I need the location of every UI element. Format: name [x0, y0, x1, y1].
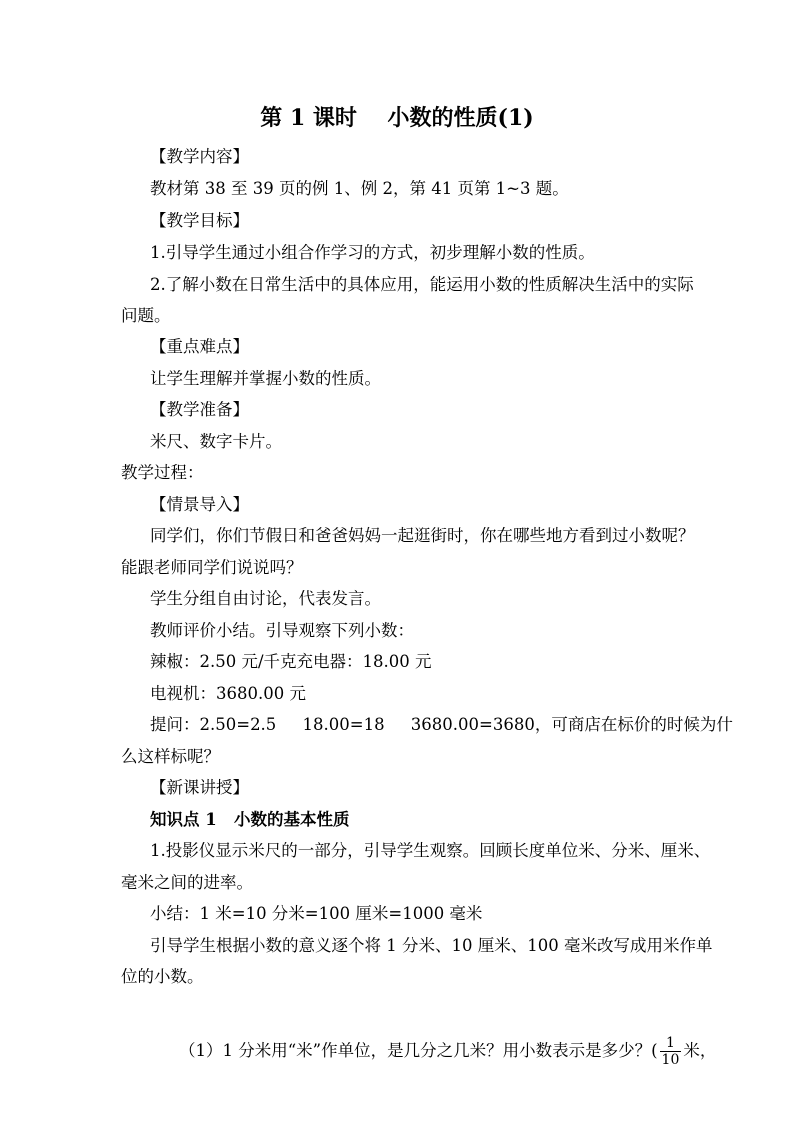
key-header: 【重点难点】 — [150, 337, 249, 356]
intro-paragraph-line-1: 同学们，你们节假日和爸爸妈妈一起逛街时，你在哪些地方看到过小数呢？ — [150, 526, 695, 545]
goals-header: 【教学目标】 — [150, 211, 249, 230]
process-label: 教学过程： — [121, 463, 204, 482]
question-1-text: （1）1 分米用“米”作单位，是几分之几米？用小数表示是多少？( — [178, 1041, 658, 1060]
intro-discussion: 学生分组自由讨论，代表发言。 — [150, 589, 381, 608]
fraction-one-tenth — [660, 1035, 682, 1068]
question-line-2: 么这样标呢？ — [121, 747, 220, 766]
content-header: 【教学内容】 — [150, 147, 249, 166]
goal-2-line-2: 问题。 — [121, 306, 171, 325]
intro-paragraph-line-2: 能跟老师同学们说说吗？ — [121, 558, 303, 577]
prices-line-2: 电视机：3680.00 元 — [150, 684, 306, 703]
new-lesson-header: 【新课讲授】 — [150, 778, 249, 797]
prep-header: 【教学准备】 — [150, 400, 249, 419]
question-1-line — [158, 1000, 716, 1102]
guide-line-1: 引导学生根据小数的意义逐个将 1 分米、10 厘米、100 毫米改写成用米作单 — [150, 936, 713, 955]
kp1-step-1-line-1: 1.投影仪显示米尺的一部分，引导学生观察。回顾长度单位米、分米、厘米、 — [150, 841, 711, 860]
fraction-numerator: 1 — [660, 1035, 682, 1052]
prep-text: 米尺、数字卡片。 — [150, 432, 282, 451]
question-1-tail: 米， — [683, 1041, 717, 1060]
goal-2-line-1: 2.了解小数在日常生活中的具体应用，能运用小数的性质解决生活中的实际 — [150, 275, 694, 294]
knowledge-point-1-title: 知识点 1 小数的基本性质 — [150, 810, 350, 829]
summary-line: 小结：1 米=10 分米=100 厘米=1000 毫米 — [150, 904, 483, 923]
kp1-step-1-line-2: 毫米之间的进率。 — [121, 873, 253, 892]
key-text: 让学生理解并掌握小数的性质。 — [150, 369, 381, 388]
fraction-denominator: 10 — [661, 1052, 680, 1068]
intro-header: 【情景导入】 — [150, 495, 249, 514]
goal-1: 1.引导学生通过小组合作学习的方式，初步理解小数的性质。 — [150, 243, 595, 262]
page-title: 第 1 课时 小数的性质(1) — [260, 105, 534, 131]
intro-observe: 教师评价小结。引导观察下列小数： — [150, 621, 414, 640]
guide-line-2: 位的小数。 — [121, 967, 204, 986]
question-line-1: 提问：2.50=2.5 18.00=18 3680.00=3680，可商店在标价的时候为什 — [150, 715, 733, 734]
content-text: 教材第 38 至 39 页的例 1、例 2，第 41 页第 1~3 题。 — [150, 179, 569, 198]
prices-line-1: 辣椒：2.50 元/千克充电器：18.00 元 — [150, 652, 432, 671]
